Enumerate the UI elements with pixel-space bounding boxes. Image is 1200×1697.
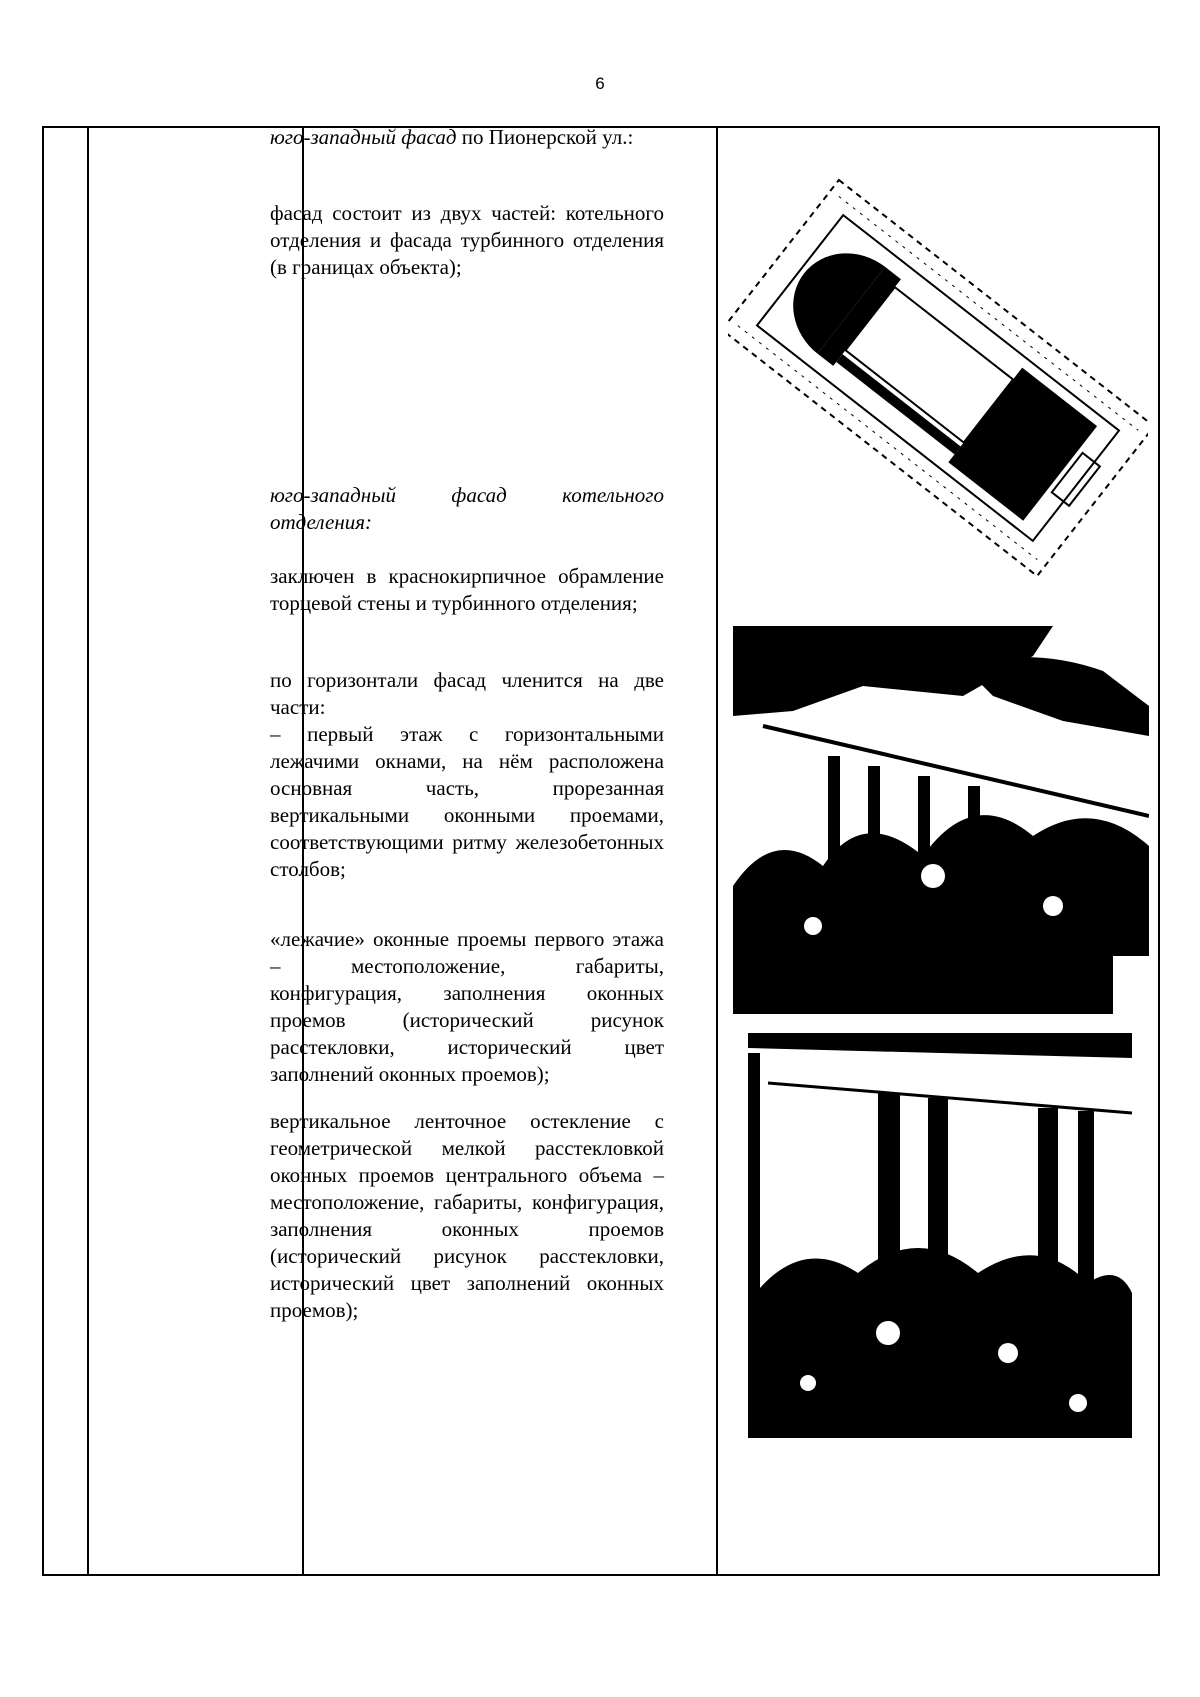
paragraph-text: вертикальное ленточное остекление с геометрической мелкой расстекловкой оконных проемов центрального объема – местоположение, габариты, конфигурация, заполнения оконных проемов (исторический рисунок расстекловки, исторический цвет заполнений оконных проемов); xyxy=(270,1109,664,1322)
paragraph-brick-frame xyxy=(270,563,664,617)
paragraph-text-1: по горизонтали фасад членится на две части: xyxy=(270,668,664,719)
paragraph-text-2: – первый этаж с горизонтальными лежачими окнами, на нём расположена основная часть, прорезанная вертикальными оконными проемами, соответствующими ритму железобетонных столбов; xyxy=(270,722,664,881)
paragraph-lying-windows xyxy=(270,926,664,1088)
heading-text: юго-западный фасад котельного отделения: xyxy=(270,483,664,534)
facade-photo-2 xyxy=(748,1033,1132,1438)
section-heading-boiler-facade xyxy=(270,482,664,536)
heading-italic: юго-западный фасад xyxy=(270,125,457,149)
paragraph-vertical-glazing xyxy=(270,1108,664,1324)
column-divider-3 xyxy=(716,128,718,1574)
paragraph-horizontal-division xyxy=(270,667,664,883)
facade-photo-1 xyxy=(733,626,1149,1014)
section-heading-southwest-facade xyxy=(270,124,664,151)
page-number: 6 xyxy=(595,74,605,93)
paragraph-text: фасад состоит из двух частей: котельного отделения и фасада турбинного отделения (в границах объекта); xyxy=(270,201,664,279)
paragraph-facade-parts xyxy=(270,200,664,281)
heading-rest: по Пионерской ул.: xyxy=(456,125,634,149)
column-divider-1 xyxy=(87,128,89,1574)
paragraph-text: «лежачие» оконные проемы первого этажа – местоположение, габариты, конфигурация, заполнения оконных проемов (исторический рисунок расстекловки, исторический цвет заполнений оконных проемов); xyxy=(270,927,664,1086)
paragraph-text: заключен в краснокирпичное обрамление торцевой стены и турбинного отделения; xyxy=(270,564,664,615)
site-plan-image xyxy=(728,168,1148,588)
